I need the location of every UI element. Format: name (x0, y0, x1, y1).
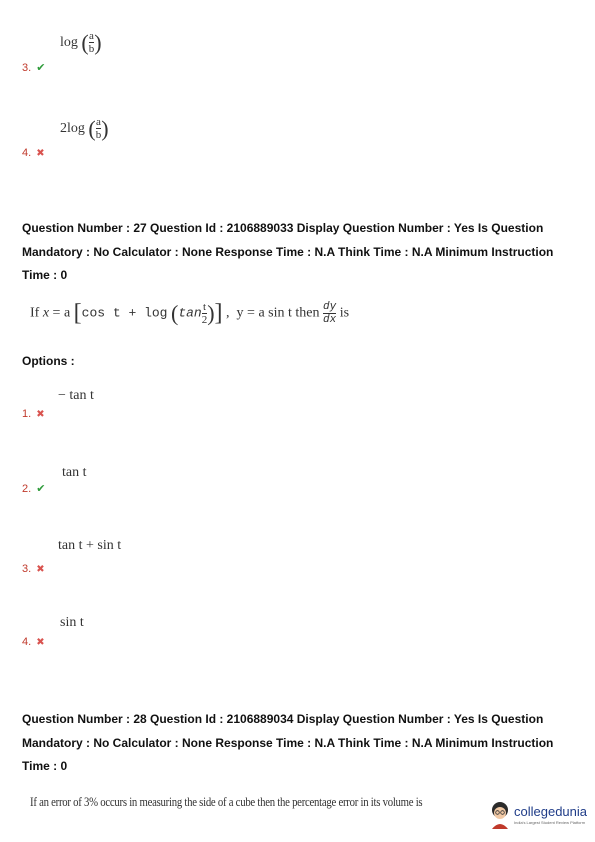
options-label: Options : (22, 354, 75, 368)
prev-option-3-expr: log ( $\frac{a}{b}$ ) (60, 30, 102, 55)
question-28-header: Question Number : 28 Question Id : 2106889034 Display Question Number : Yes Is Question Mandatory : No Calculator : None Response Time : N.A Think Time : N.A Minimum Instruction Time : 0 (22, 712, 554, 773)
check-icon: ✔ (36, 482, 46, 495)
q27-option-2-label: 2. ✔ (22, 482, 46, 495)
q27-option-4-text: sin t (60, 615, 84, 630)
prev-option-4-label: 4. ✖ (22, 147, 45, 159)
cross-icon: ✖ (36, 148, 45, 159)
question-27-header: Question Number : 27 Question Id : 2106889033 Display Question Number : Yes Is Question Mandatory : No Calculator : None Response Time : N.A Think Time : N.A Minimum Instruction Time : 0 (22, 221, 554, 282)
cross-icon: ✖ (36, 409, 45, 420)
mascot-icon (488, 800, 512, 830)
logo-name: collegedunia (514, 804, 588, 819)
q27-option-1-label: 1. ✖ (22, 408, 45, 420)
cross-icon: ✖ (36, 564, 45, 575)
question-27-stem: If x = a [cos t + log (tan $\frac{t}{2}$ )] , y = a sin t then $\frac{dy}{dx}$ is (30, 300, 350, 326)
q27-option-3-text: tan t + sin t (58, 538, 122, 553)
prev-option-4-expr: 2log ( $\frac{a}{b}$ ) (60, 116, 109, 141)
cross-icon: ✖ (36, 637, 45, 648)
q27-option-3-label: 3. ✖ (22, 563, 45, 575)
q27-option-1-text: − tan t (58, 388, 94, 403)
prev-option-3-label: 3. ✔ (22, 61, 46, 74)
check-icon: ✔ (36, 61, 46, 74)
question-28-stem: If an error of 3% occurs in measuring the side of a cube then the percentage error in its volume is (30, 795, 423, 809)
q27-option-2-text: tan t (62, 465, 87, 480)
collegedunia-logo (488, 800, 592, 832)
logo-tagline: India's Largest Student Review Platform (514, 820, 586, 825)
q27-option-4-label: 4. ✖ (22, 636, 45, 648)
